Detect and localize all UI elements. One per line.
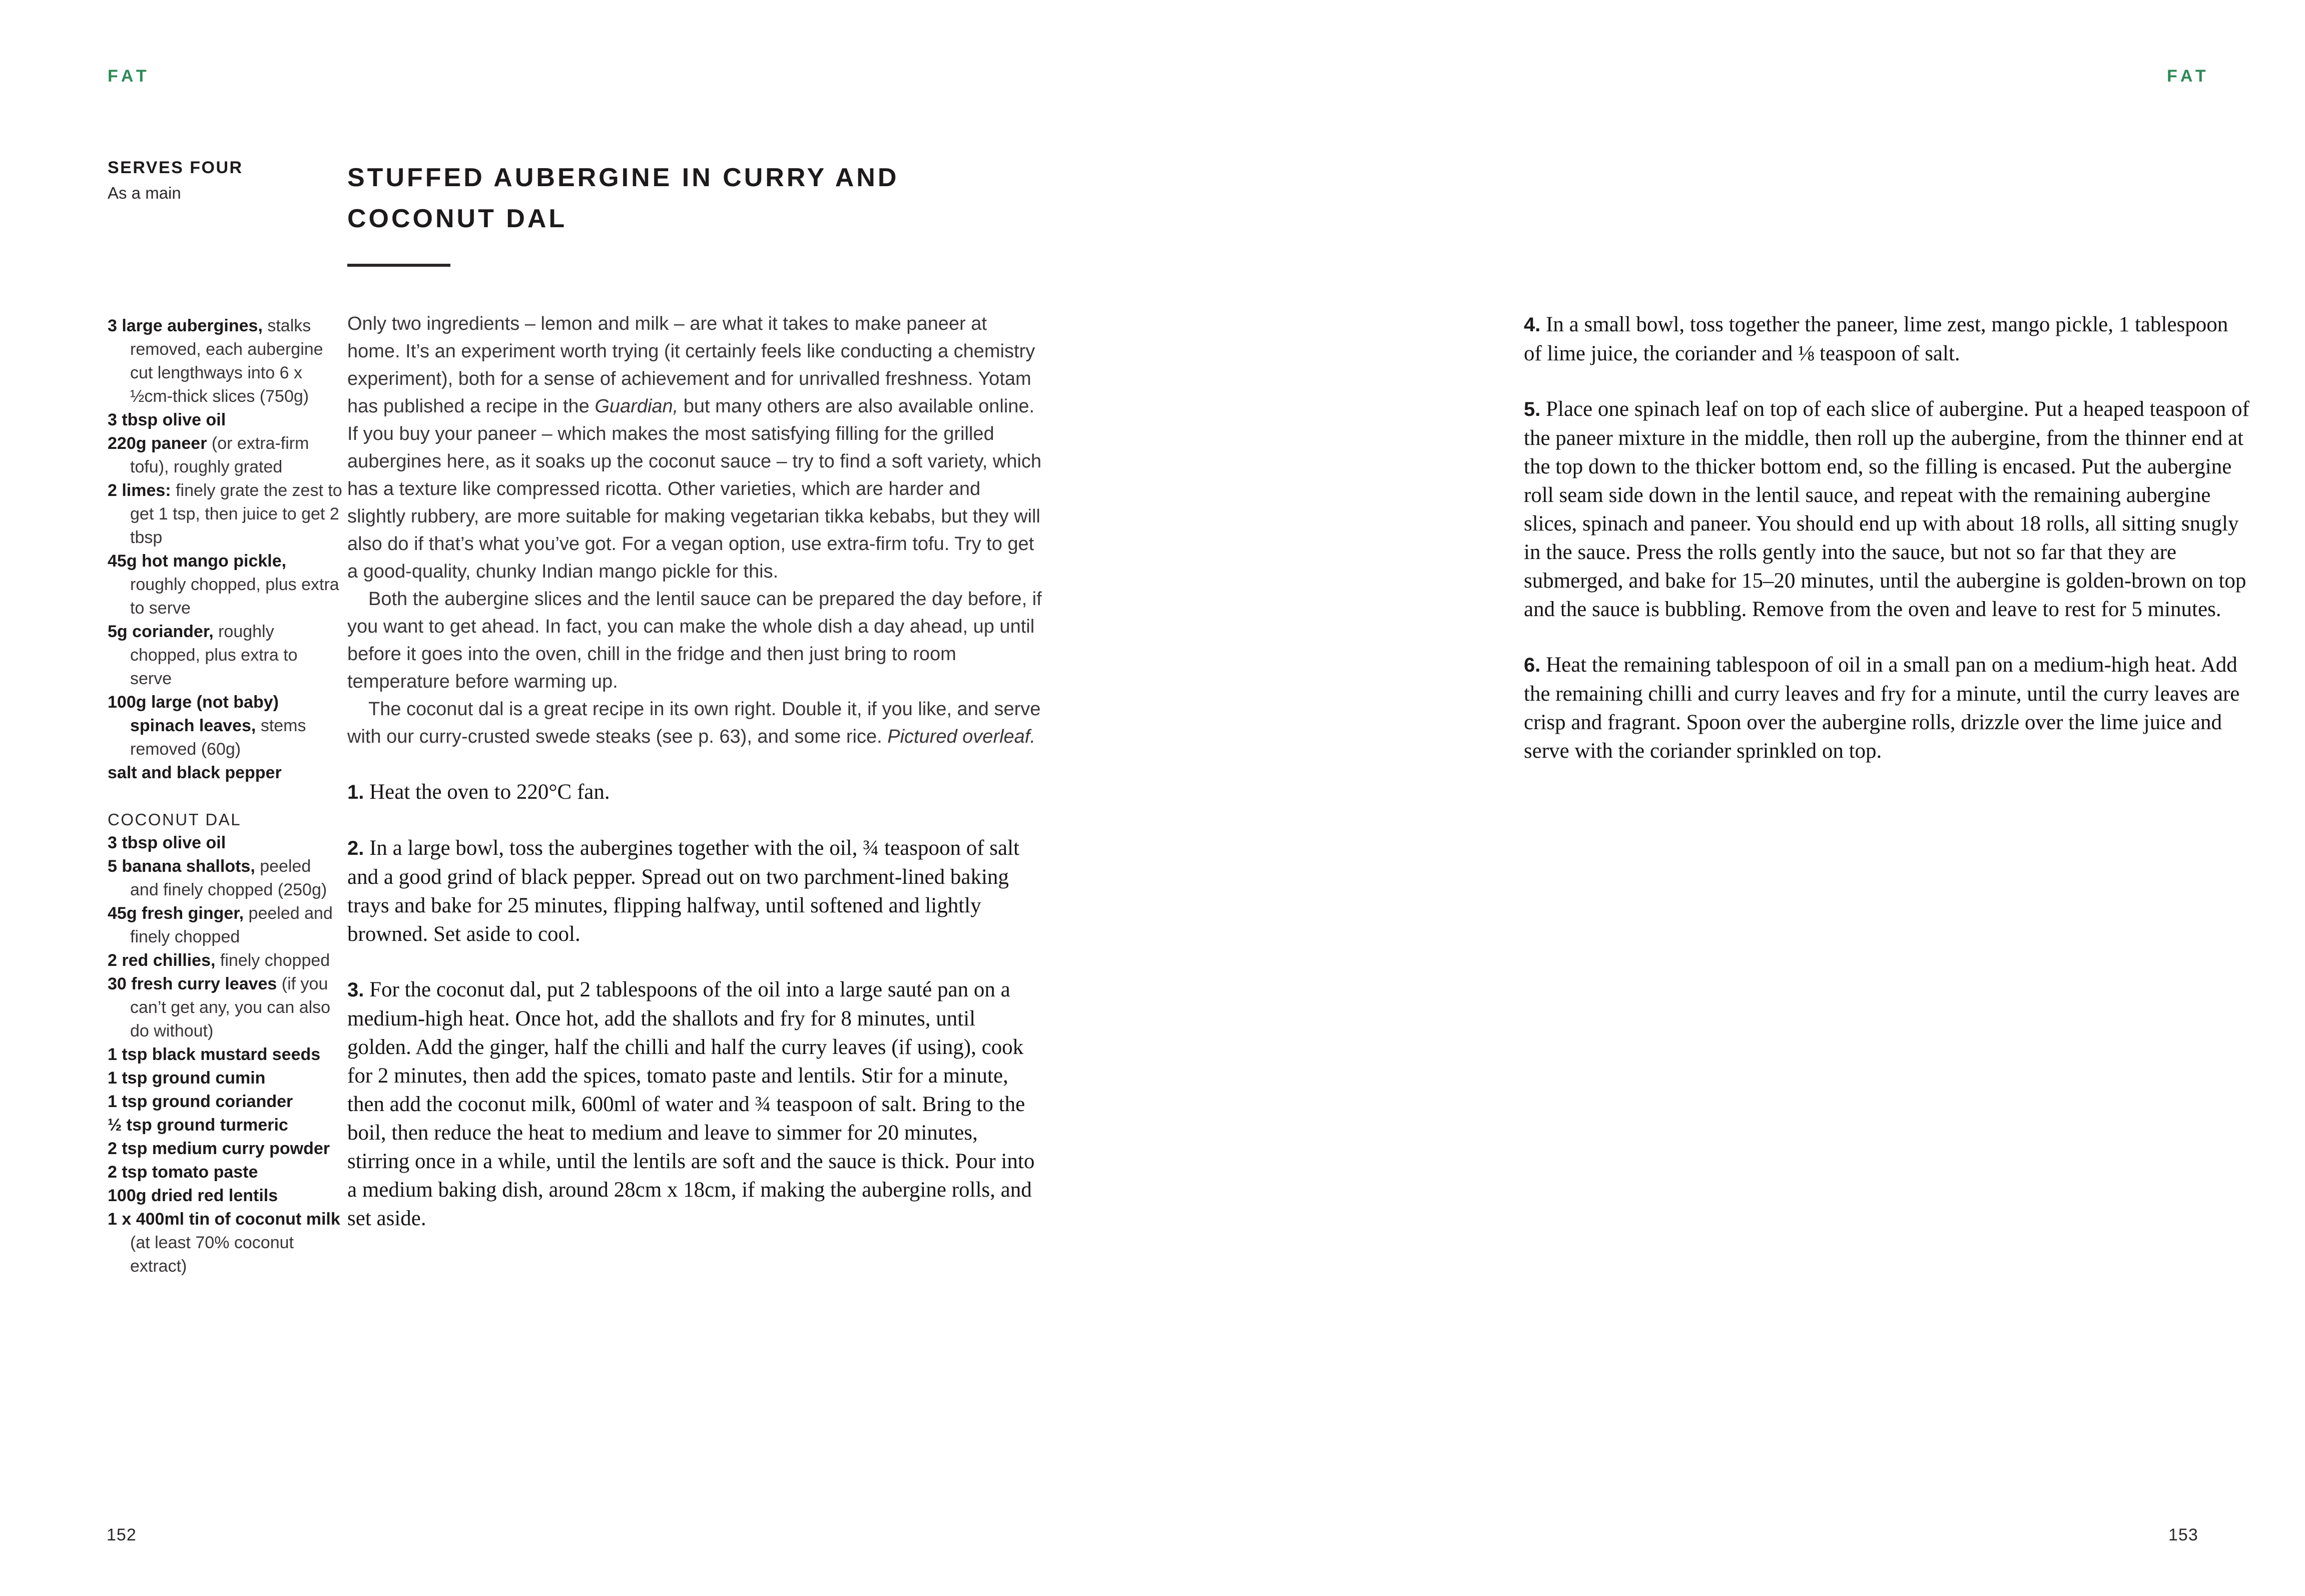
chapter-running-head-right: FAT bbox=[2167, 67, 2210, 86]
method-step: 2. In a large bowl, toss the aubergines together with the oil, ¾ teaspoon of salt and a good grind of black pepper. Spread out on two parchment-lined baking trays and bake for 25 minutes, flipping halfway, until softened and lightly browned. Set aside to cool. bbox=[347, 836, 1019, 946]
intro-paragraph: The coconut dal is a great recipe in its own right. Double it, if you like, and serve with our curry-crusted swede steaks (see p. 63), and some rice. Pictured overleaf. bbox=[347, 699, 1041, 747]
title-rule bbox=[347, 264, 450, 267]
ingredient-item: 1 tsp ground coriander bbox=[108, 1092, 293, 1111]
method-step: 1. Heat the oven to 220°C fan. bbox=[347, 780, 610, 804]
recipe-title bbox=[347, 157, 1073, 239]
serves-heading: SERVES FOUR bbox=[108, 158, 243, 177]
step-number: 6. bbox=[1524, 654, 1541, 676]
left-page-text-column bbox=[347, 310, 1042, 1233]
method-step: 4. In a small bowl, toss together the paneer, lime zest, mango pickle, 1 tablespoon of lime juice, the coriander and ⅛ teaspoon of salt. bbox=[1524, 313, 2228, 365]
page-number-right: 153 bbox=[2168, 1525, 2198, 1544]
ingredients-list bbox=[108, 314, 343, 1278]
ingredient-item: 2 tsp tomato paste bbox=[108, 1163, 258, 1182]
ingredient-item: 220g paneer (or extra-firm tofu), roughly grated bbox=[108, 434, 309, 476]
ingredient-item: 3 large aubergines, stalks removed, each aubergine cut lengthways into 6 x ½cm-thick slices (750g) bbox=[108, 316, 323, 406]
ingredient-item: 2 red chillies, finely chopped bbox=[108, 951, 330, 970]
method-step: 6. Heat the remaining tablespoon of oil in a small pan on a medium-high heat. Add the remaining chilli and curry leaves and fry for a minute, until the curry leaves are crisp and fragrant. Spoon over the aubergine rolls, drizzle over the lime juice and serve with the coriander sprinkled on top. bbox=[1524, 653, 2240, 763]
intro-paragraphs bbox=[347, 310, 1042, 751]
ingredient-group-title: COCONUT DAL bbox=[108, 810, 242, 829]
serves-subheading: As a main bbox=[108, 184, 181, 202]
ingredient-item: ½ tsp ground turmeric bbox=[108, 1116, 288, 1135]
intro-paragraph: Only two ingredients – lemon and milk – are what it takes to make paneer at home. It’s an experiment worth trying (it certainly feels like conducting a chemistry experiment), both for a sense of achievement and for unrivalled freshness. Yotam has published a recipe in the Guardian, but many others are also available online. If you buy your paneer – which makes the most satisfying filling for the grilled aubergines here, as it soaks up the coconut sauce – try to find a soft variety, which has a texture like compressed ricotta. Other varieties, which are harder and slightly rubbery, are more suitable for making vegetarian tikka kebabs, but they will also do if that’s what you’ve got. For a vegan option, use extra-firm tofu. Try to get a good-quality, chunky Indian mango pickle for this. bbox=[347, 313, 1042, 582]
ingredient-item: 2 limes: finely grate the zest to get 1 tsp, then juice to get 2 tbsp bbox=[108, 481, 342, 547]
right-page-text-column bbox=[1524, 310, 2250, 765]
page-number-left: 152 bbox=[107, 1525, 137, 1544]
ingredient-item: 100g dried red lentils bbox=[108, 1186, 278, 1205]
ingredient-item: 3 tbsp olive oil bbox=[108, 410, 226, 429]
ingredient-item: 45g hot mango pickle, roughly chopped, plus extra to serve bbox=[108, 552, 339, 618]
step-number: 1. bbox=[347, 781, 364, 803]
ingredient-item: 5 banana shallots, peeled and finely chopped (250g) bbox=[108, 857, 327, 899]
recipe-title-line2: COCONUT DAL bbox=[347, 204, 567, 233]
ingredient-item: 45g fresh ginger, peeled and finely chopped bbox=[108, 904, 333, 946]
method-step: 5. Place one spinach leaf on top of each slice of aubergine. Put a heaped teaspoon of the paneer mixture in the middle, then roll up the aubergine, from the thinner end at the top down to the thicker bottom end, so the filling is encased. Put the aubergine roll seam side down in the lentil sauce, and repeat with the remaining aubergine slices, spinach and paneer. You should end up with about 18 rolls, all sitting snugly in the sauce. Press the rolls gently into the sauce, but not so far that they are submerged, and bake for 15–20 minutes, until the aubergine is golden-brown on top and the sauce is bubbling. Remove from the oven and leave to rest for 5 minutes. bbox=[1524, 397, 2249, 621]
ingredient-item: 1 tsp ground cumin bbox=[108, 1069, 266, 1088]
step-number: 2. bbox=[347, 837, 364, 859]
recipe-title-line1: STUFFED AUBERGINE IN CURRY AND bbox=[347, 163, 899, 192]
ingredient-item: 2 tsp medium curry powder bbox=[108, 1139, 330, 1158]
method-step: 3. For the coconut dal, put 2 tablespoons of the oil into a large sauté pan on a medium-high heat. Once hot, add the shallots and fry for 8 minutes, until golden. Add the ginger, half the chilli and half the curry leaves (if using), cook for 2 minutes, then add the spices, tomato paste and lentils. Stir for a minute, then add the coconut milk, 600ml of water and ¾ teaspoon of salt. Bring to the boil, then reduce the heat to medium and leave to simmer for 20 minutes, stirring once in a while, until the lentils are soft and the sauce is thick. Pour into a medium baking dish, around 28cm x 18cm, if making the aubergine rolls, and set aside. bbox=[347, 978, 1035, 1230]
chapter-running-head-left: FAT bbox=[108, 67, 151, 86]
method-steps-left bbox=[347, 778, 1042, 1233]
ingredient-item: 1 tsp black mustard seeds bbox=[108, 1045, 321, 1064]
step-number: 3. bbox=[347, 979, 364, 1001]
ingredient-item: 1 x 400ml tin of coconut milk (at least 70% coconut extract) bbox=[108, 1210, 340, 1276]
method-steps-right bbox=[1524, 310, 2250, 765]
serves-block bbox=[108, 158, 243, 203]
step-number: 4. bbox=[1524, 314, 1541, 336]
ingredient-item: salt and black pepper bbox=[108, 763, 282, 782]
ingredient-item: 30 fresh curry leaves (if you can’t get any, you can also do without) bbox=[108, 974, 331, 1040]
ingredient-item: 3 tbsp olive oil bbox=[108, 833, 226, 852]
ingredient-item: 100g large (not baby) spinach leaves, stems removed (60g) bbox=[108, 693, 306, 759]
intro-paragraph: Both the aubergine slices and the lentil sauce can be prepared the day before, if you want to get ahead. In fact, you can make the whole dish a day ahead, up until before it goes into the oven, chill in the fridge and then just bring to room temperature before warming up. bbox=[347, 589, 1042, 692]
step-number: 5. bbox=[1524, 398, 1541, 420]
ingredient-item: 5g coriander, roughly chopped, plus extra to serve bbox=[108, 622, 298, 688]
